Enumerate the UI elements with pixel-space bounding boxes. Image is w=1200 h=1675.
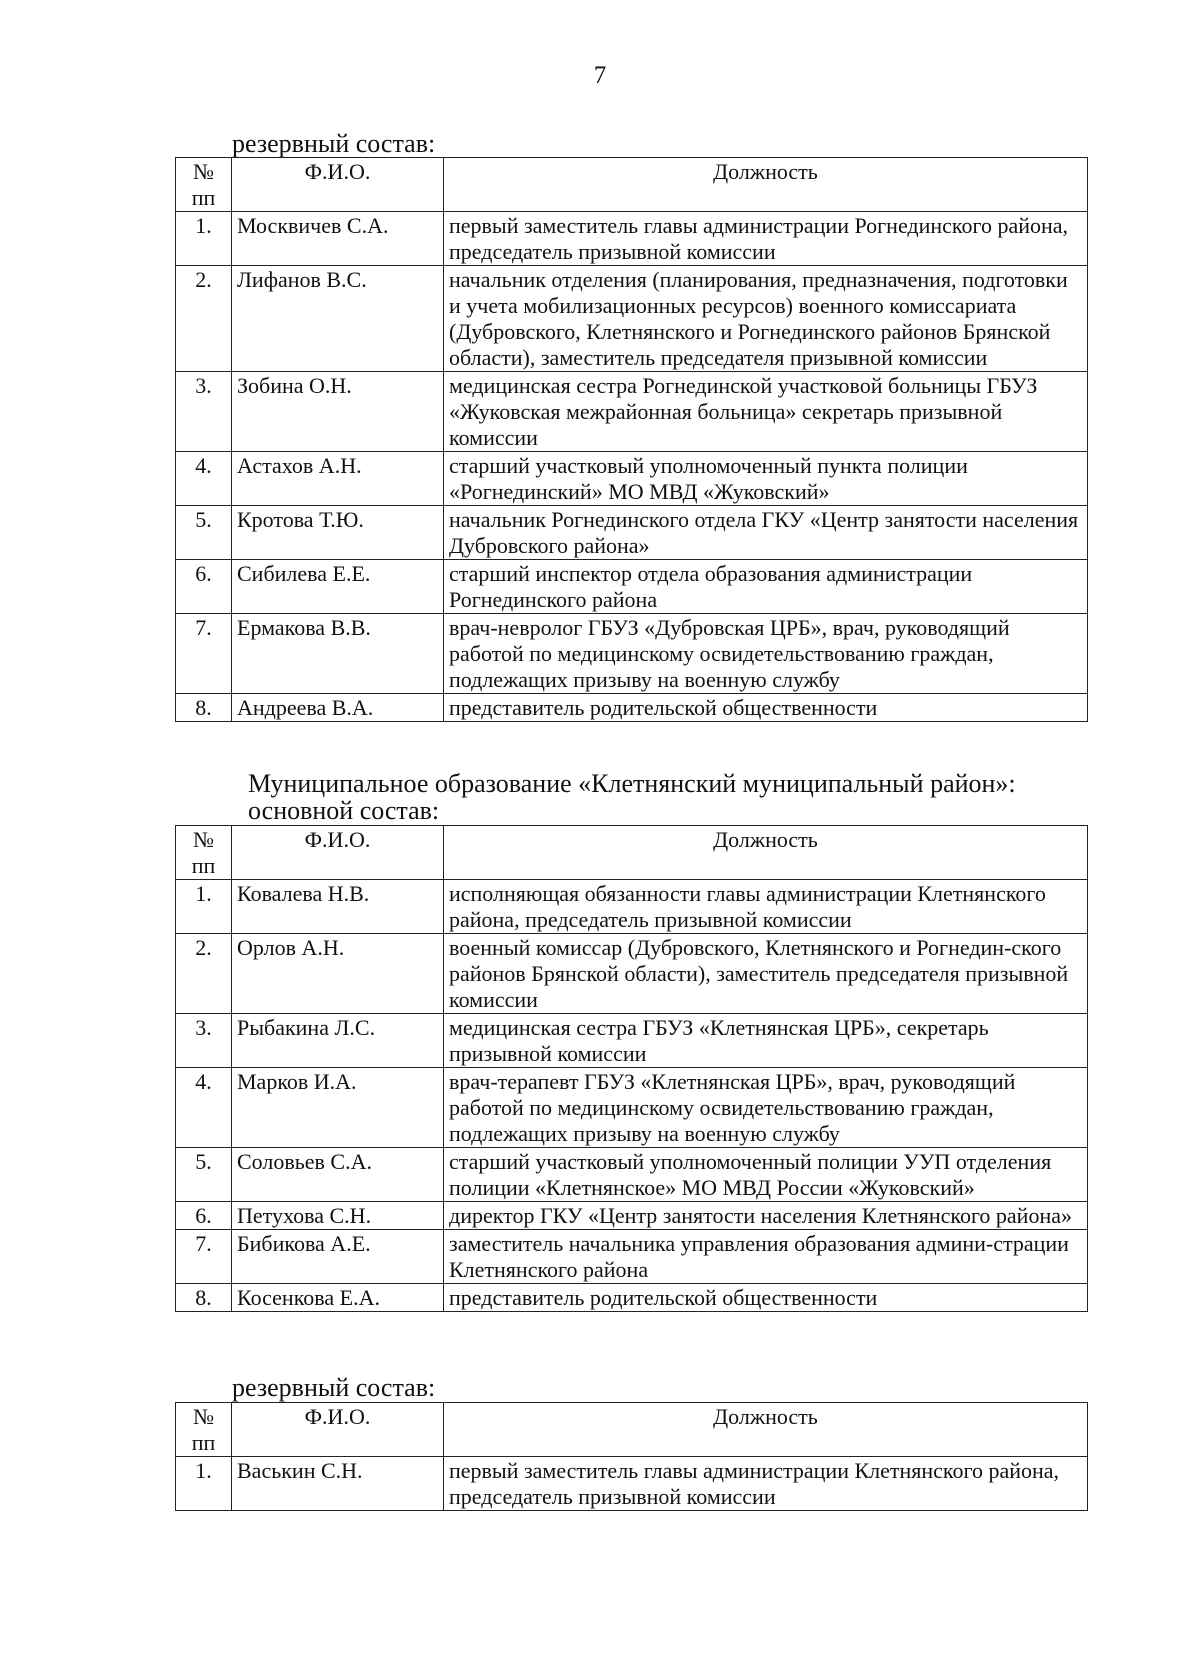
table-row xyxy=(176,212,1088,266)
header-number: № пп xyxy=(176,826,232,880)
table-row xyxy=(176,372,1088,452)
member-name: Астахов А.Н. xyxy=(232,452,444,506)
table-row xyxy=(176,1230,1088,1284)
row-number: 4. xyxy=(176,1068,232,1148)
member-name: Марков И.А. xyxy=(232,1068,444,1148)
member-position: начальник отделения (планирования, предназначения, подготовки и учета мобилизационных ресурсов) военного комиссариата (Дубровского, Клетнянского и Рогнединского районов Брянской области), заместитель председателя призывной комиссии xyxy=(444,266,1088,372)
row-number: 1. xyxy=(176,1457,232,1511)
table-row xyxy=(176,1068,1088,1148)
member-position: военный комиссар (Дубровского, Клетнянского и Рогнедин-ского районов Брянской области), заместитель председателя призывной комиссии xyxy=(444,934,1088,1014)
member-name: Сибилева Е.Е. xyxy=(232,560,444,614)
member-position: первый заместитель главы администрации Рогнединского района, председатель призывной комиссии xyxy=(444,212,1088,266)
reserve-roster-table-rognedino xyxy=(175,157,1088,722)
table-row xyxy=(176,614,1088,694)
table-row xyxy=(176,266,1088,372)
section-caption-reserve: резервный состав: xyxy=(232,129,436,158)
header-fio: Ф.И.О. xyxy=(232,1403,444,1457)
page-number: 7 xyxy=(593,62,607,89)
section-caption-main: основной состав: xyxy=(248,796,440,825)
row-number: 7. xyxy=(176,614,232,694)
row-number: 5. xyxy=(176,1148,232,1202)
row-number: 6. xyxy=(176,560,232,614)
row-number: 2. xyxy=(176,934,232,1014)
member-name: Зобина О.Н. xyxy=(232,372,444,452)
table-row xyxy=(176,1202,1088,1230)
table-row xyxy=(176,506,1088,560)
member-name: Рыбакина Л.С. xyxy=(232,1014,444,1068)
table-header-row xyxy=(176,826,1088,880)
table-row xyxy=(176,880,1088,934)
member-position: старший инспектор отдела образования администрации Рогнединского района xyxy=(444,560,1088,614)
member-position: директор ГКУ «Центр занятости населения Клетнянского района» xyxy=(444,1202,1088,1230)
header-position: Должность xyxy=(444,1403,1088,1457)
table-row xyxy=(176,1148,1088,1202)
table-row xyxy=(176,694,1088,722)
member-position: начальник Рогнединского отдела ГКУ «Центр занятости населения Дубровского района» xyxy=(444,506,1088,560)
header-position: Должность xyxy=(444,158,1088,212)
table-row xyxy=(176,1284,1088,1312)
row-number: 5. xyxy=(176,506,232,560)
member-name: Москвичев С.А. xyxy=(232,212,444,266)
row-number: 3. xyxy=(176,372,232,452)
row-number: 6. xyxy=(176,1202,232,1230)
member-position: врач-терапевт ГБУЗ «Клетнянская ЦРБ», врач, руководящий работой по медицинскому освидетельствованию граждан, подлежащих призыву на военную службу xyxy=(444,1068,1088,1148)
row-number: 1. xyxy=(176,880,232,934)
row-number: 1. xyxy=(176,212,232,266)
member-position: медицинская сестра ГБУЗ «Клетнянская ЦРБ», секретарь призывной комиссии xyxy=(444,1014,1088,1068)
row-number: 3. xyxy=(176,1014,232,1068)
member-position: врач-невролог ГБУЗ «Дубровская ЦРБ», врач, руководящий работой по медицинскому освидетельствованию граждан, подлежащих призыву на военную службу xyxy=(444,614,1088,694)
row-number: 7. xyxy=(176,1230,232,1284)
member-name: Ковалева Н.В. xyxy=(232,880,444,934)
member-position: исполняющая обязанности главы администрации Клетнянского района, председатель призывной комиссии xyxy=(444,880,1088,934)
member-name: Андреева В.А. xyxy=(232,694,444,722)
section-caption-reserve: резервный состав: xyxy=(232,1373,436,1402)
row-number: 8. xyxy=(176,694,232,722)
table-row xyxy=(176,452,1088,506)
member-name: Соловьев С.А. xyxy=(232,1148,444,1202)
table-row xyxy=(176,1014,1088,1068)
member-position: заместитель начальника управления образования админи-страции Клетнянского района xyxy=(444,1230,1088,1284)
member-position: старший участковый уполномоченный пункта полиции «Рогнединский» МО МВД «Жуковский» xyxy=(444,452,1088,506)
member-position: старший участковый уполномоченный полиции УУП отделения полиции «Клетнянское» МО МВД России «Жуковский» xyxy=(444,1148,1088,1202)
member-name: Ермакова В.В. xyxy=(232,614,444,694)
municipality-heading: Муниципальное образование «Клетнянский муниципальный район»: xyxy=(248,769,1016,798)
table-row xyxy=(176,560,1088,614)
member-name: Васькин С.Н. xyxy=(232,1457,444,1511)
member-name: Орлов А.Н. xyxy=(232,934,444,1014)
table-header-row xyxy=(176,1403,1088,1457)
header-position: Должность xyxy=(444,826,1088,880)
row-number: 4. xyxy=(176,452,232,506)
header-fio: Ф.И.О. xyxy=(232,826,444,880)
header-fio: Ф.И.О. xyxy=(232,158,444,212)
member-name: Петухова С.Н. xyxy=(232,1202,444,1230)
member-name: Лифанов В.С. xyxy=(232,266,444,372)
row-number: 2. xyxy=(176,266,232,372)
member-position: первый заместитель главы администрации Клетнянского района, председатель призывной комиссии xyxy=(444,1457,1088,1511)
reserve-roster-table-kletnya xyxy=(175,1402,1088,1511)
member-position: медицинская сестра Рогнединской участковой больницы ГБУЗ «Жуковская межрайонная больница» секретарь призывной комиссии xyxy=(444,372,1088,452)
member-name: Косенкова Е.А. xyxy=(232,1284,444,1312)
table-row xyxy=(176,1457,1088,1511)
header-number: № пп xyxy=(176,158,232,212)
main-roster-table-kletnya xyxy=(175,825,1088,1312)
member-name: Бибикова А.Е. xyxy=(232,1230,444,1284)
table-header-row xyxy=(176,158,1088,212)
member-name: Кротова Т.Ю. xyxy=(232,506,444,560)
header-number: № пп xyxy=(176,1403,232,1457)
member-position: представитель родительской общественности xyxy=(444,694,1088,722)
table-row xyxy=(176,934,1088,1014)
row-number: 8. xyxy=(176,1284,232,1312)
member-position: представитель родительской общественности xyxy=(444,1284,1088,1312)
